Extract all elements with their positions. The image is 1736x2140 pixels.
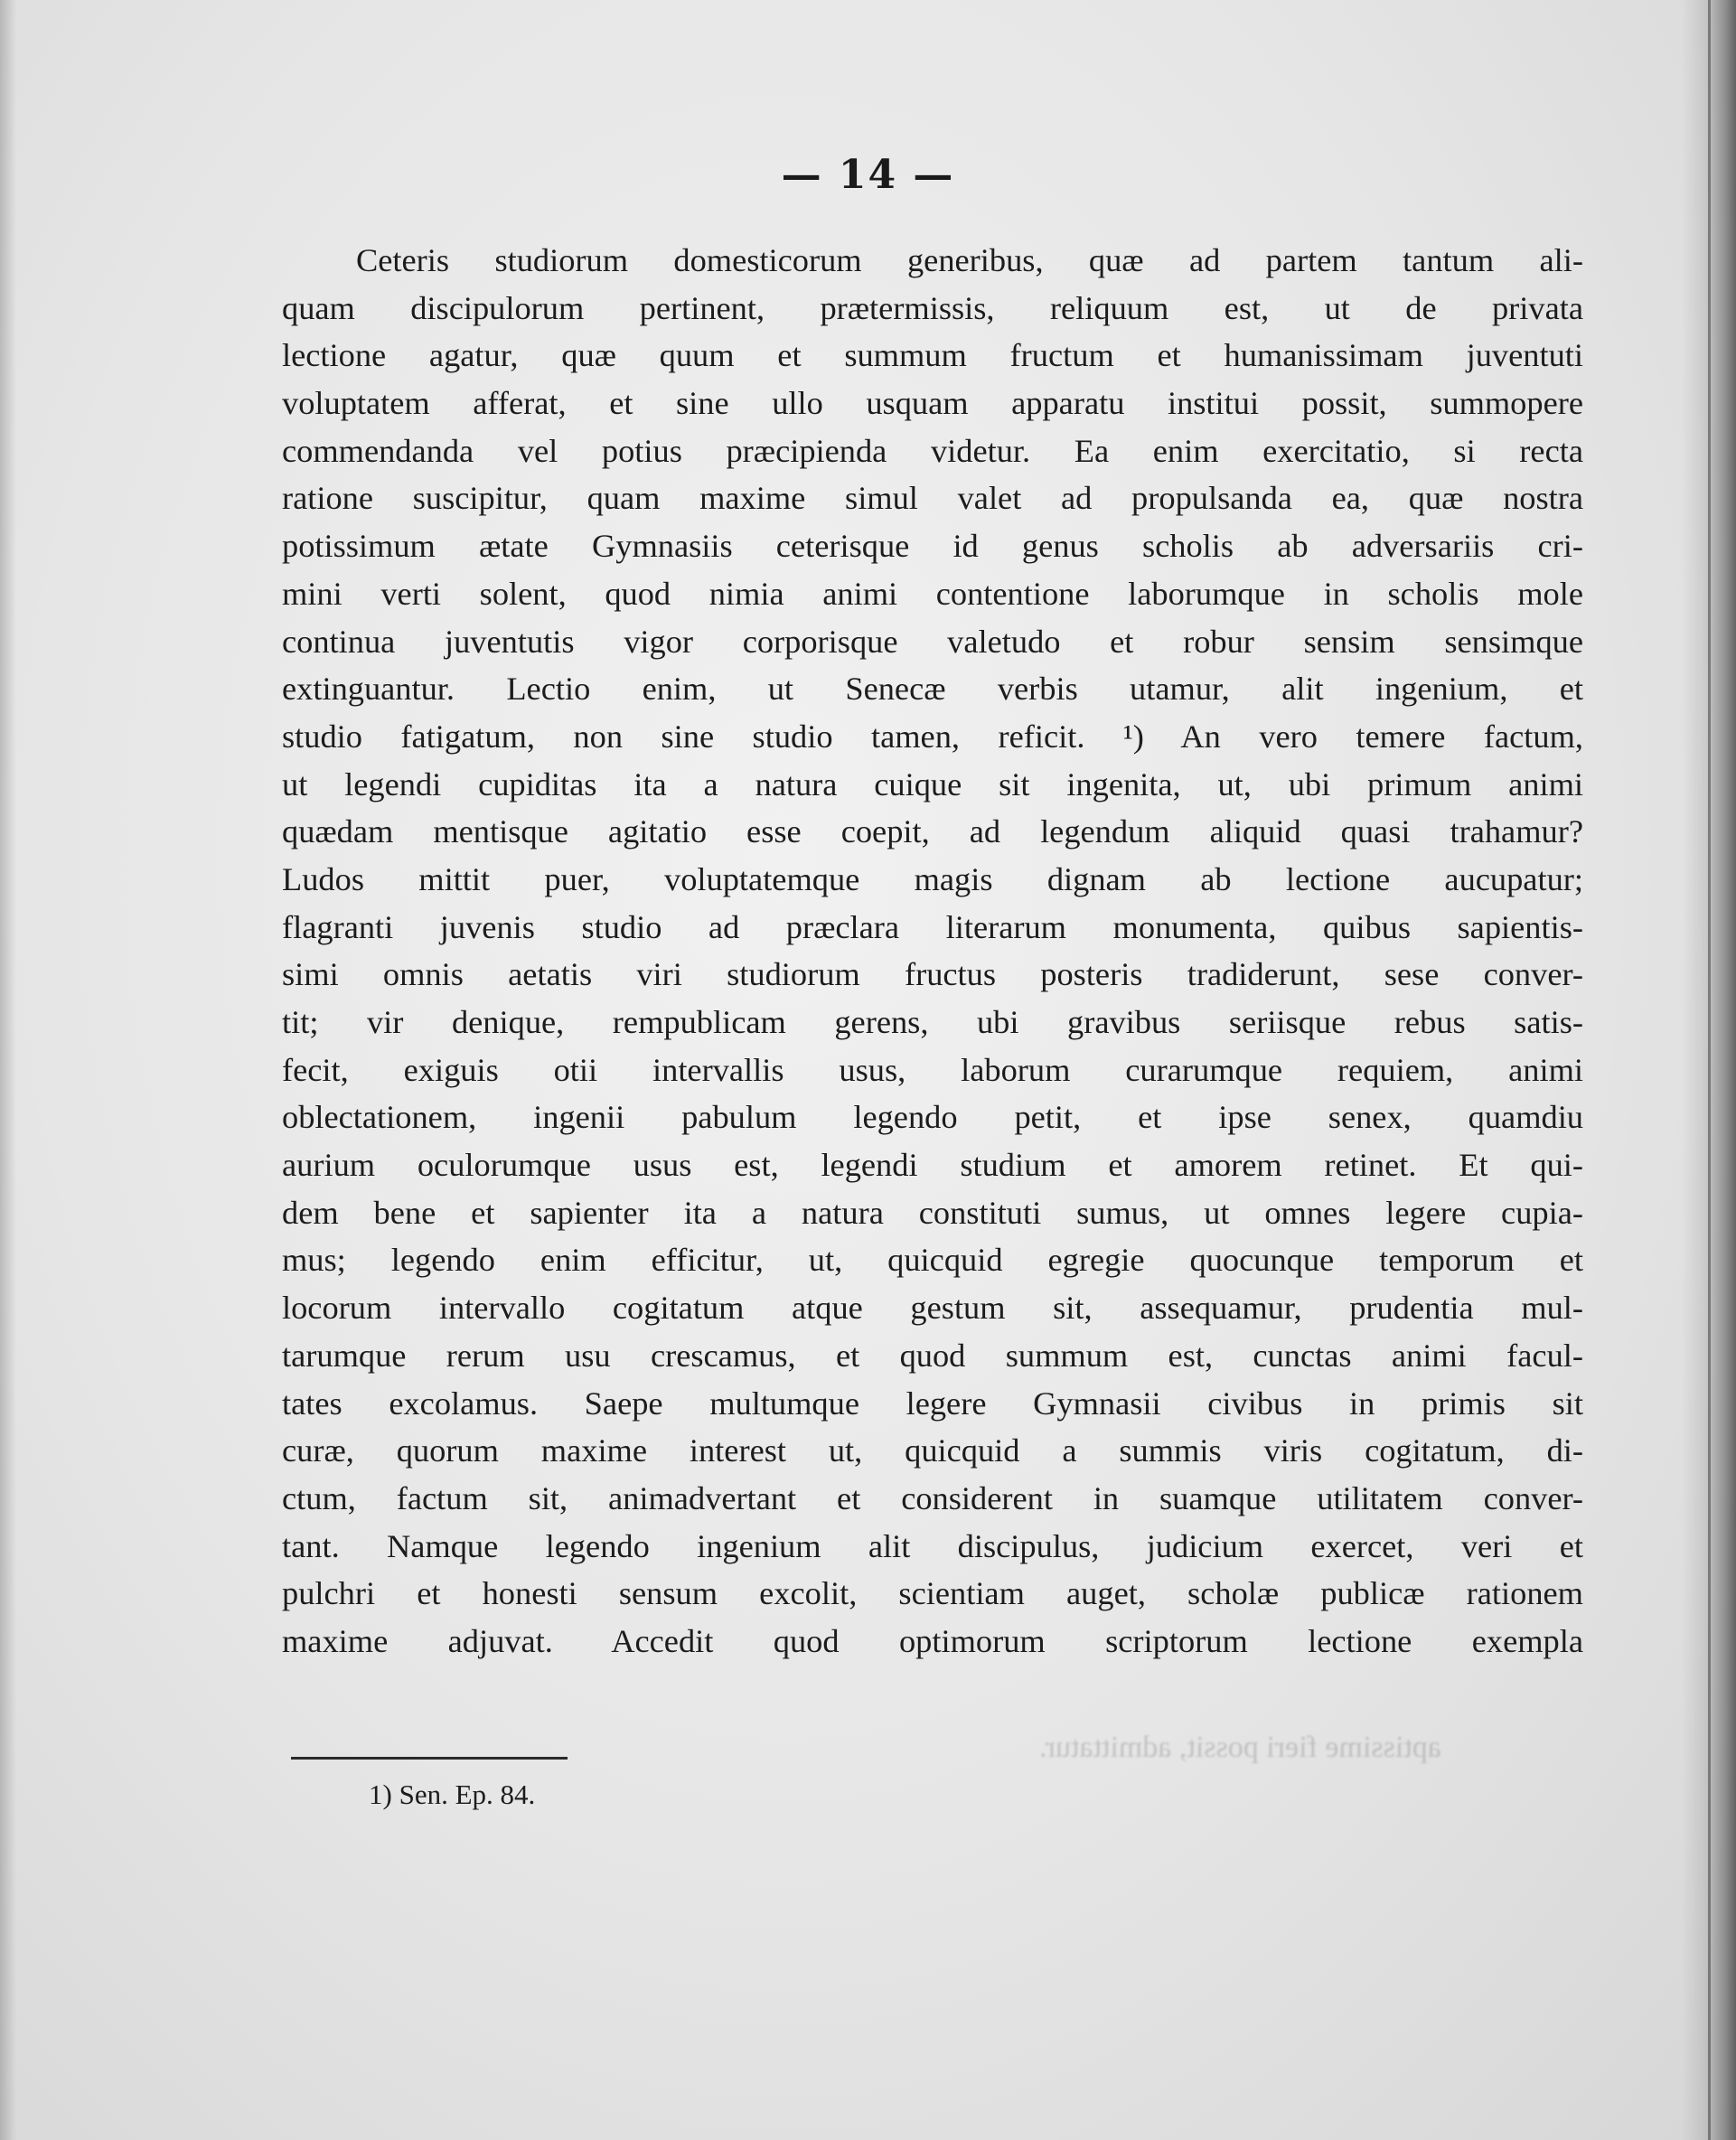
text-line: oblectationem, ingenii pabulum legendo petit, et ipse senex, quamdiu [282, 1099, 1583, 1136]
text-line: dem bene et sapienter ita a natura constituti sumus, ut omnes legere cupia- [282, 1194, 1583, 1231]
bleed-through-text: aptissime fieri possit, admittatur. [1039, 1731, 1441, 1764]
text-line: ctum, factum sit, animadvertant et considerent in suamque utilitatem conver- [282, 1479, 1583, 1516]
text-line: locorum intervallo cogitatum atque gestum sit, assequamur, prudentia mul- [282, 1290, 1583, 1327]
text-line: maxime adjuvat. Accedit quod optimorum scriptorum lectione exempla [282, 1622, 1583, 1659]
text-line: aurium oculorumque usus est, legendi studium et amorem retinet. Et qui- [282, 1147, 1583, 1184]
text-line: simi omnis aetatis viri studiorum fructus posteris tradiderunt, sese conver- [282, 956, 1583, 993]
text-line: continua juventutis vigor corporisque valetudo et robur sensim sensimque [282, 623, 1583, 660]
page-number: — 14 — [781, 152, 955, 198]
text-line: pulchri et honesti sensum excolit, scientiam auget, scholæ publicæ rationem [282, 1575, 1583, 1612]
text-line: mus; legendo enim efficitur, ut, quicquid egregie quocunque temporum et [282, 1242, 1583, 1279]
text-line: flagranti juvenis studio ad præclara literarum monumenta, quibus sapientis- [282, 908, 1583, 945]
text-line: lectione agatur, quæ quum et summum fructum et humanissimam juventuti [282, 337, 1583, 374]
text-line: Ludos mittit puer, voluptatemque magis dignam ab lectione aucupatur; [282, 860, 1583, 897]
footnote-rule [291, 1757, 568, 1760]
footnote: 1) Sen. Ep. 84. [369, 1779, 536, 1810]
text-line: extinguantur. Lectio enim, ut Senecæ verbis utamur, alit ingenium, et [282, 671, 1583, 708]
text-line: tates excolamus. Saepe multumque legere Gymnasii civibus in primis sit [282, 1384, 1583, 1422]
binding-gutter-line [1708, 0, 1711, 2140]
text-line: quædam mentisque agitatio esse coepit, ad legendum aliquid quasi trahamur? [282, 813, 1583, 850]
text-line: mini verti solent, quod nimia animi contentione laborumque in scholis mole [282, 575, 1583, 612]
text-line: ut legendi cupiditas ita a natura cuique sit ingenita, ut, ubi primum animi [282, 765, 1583, 802]
text-line: Ceteris studiorum domesticorum generibus, quæ ad partem tantum ali- [356, 242, 1583, 278]
text-line: studio fatigatum, non sine studio tamen, reficit. ¹) An vero temere factum, [282, 718, 1583, 755]
text-line: tit; vir denique, rempublicam gerens, ubi gravibus seriisque rebus satis- [282, 1004, 1583, 1040]
text-line: tarumque rerum usu crescamus, et quod summum est, cunctas animi facul- [282, 1337, 1583, 1374]
text-line: tant. Namque legendo ingenium alit discipulus, judicium exercet, veri et [282, 1527, 1583, 1564]
text-line: potissimum ætate Gymnasiis ceterisque id genus scholis ab adversariis cri- [282, 528, 1583, 565]
text-line: quam discipulorum pertinent, prætermissis, reliquum est, ut de privata [282, 289, 1583, 326]
page-left-edge [0, 0, 16, 2140]
text-line: curæ, quorum maxime interest ut, quicquid a summis viris cogitatum, di- [282, 1432, 1583, 1469]
body-paragraph [282, 237, 1583, 1666]
text-line: fecit, exiguis otii intervallis usus, laborum curarumque requiem, animi [282, 1051, 1583, 1088]
text-line: commendanda vel potius præcipienda videtur. Ea enim exercitatio, si recta [282, 432, 1583, 469]
text-line: ratione suscipitur, quam maxime simul valet ad propulsanda ea, quæ nostra [282, 480, 1583, 517]
text-line: voluptatem afferat, et sine ullo usquam apparatu institui possit, summopere [282, 385, 1583, 422]
